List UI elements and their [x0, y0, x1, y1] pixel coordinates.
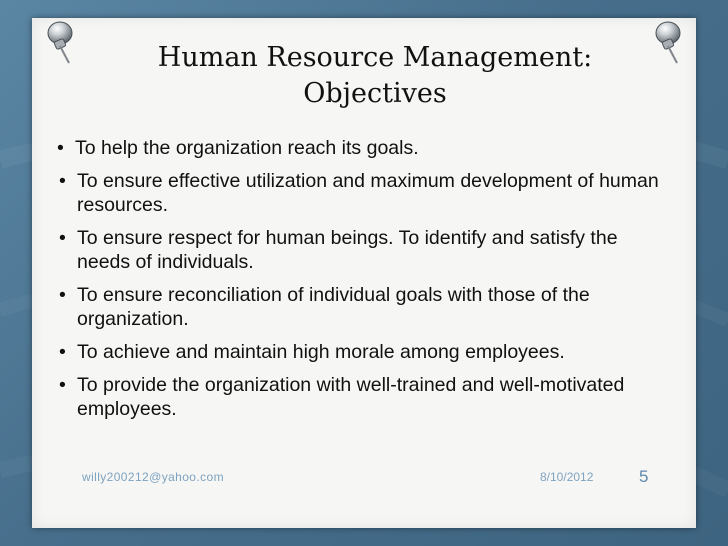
slide-title-line-2: Objectives	[303, 78, 447, 109]
slide-title-line-1: Human Resource Management:	[157, 42, 593, 73]
objective-item	[56, 340, 676, 364]
bullet-icon: •	[59, 341, 66, 363]
bullet-icon: •	[59, 227, 66, 249]
objectives-list	[56, 136, 676, 430]
thumbtack-icon	[42, 20, 78, 66]
bullet-icon: •	[57, 137, 64, 159]
slide-title	[120, 40, 630, 112]
footer-email: willy200212@yahoo.com	[82, 470, 224, 484]
objective-item	[56, 373, 676, 421]
objective-item	[56, 169, 676, 217]
slide-page-number: 5	[639, 467, 649, 486]
thumbtack-icon	[650, 20, 686, 66]
objective-text: To ensure effective utilization and maximum development of human resources.	[77, 170, 659, 216]
objective-text: To ensure reconciliation of individual goals with those of the organization.	[77, 284, 590, 330]
objective-text: To provide the organization with well-trained and well-motivated employees.	[77, 374, 625, 420]
objective-item	[54, 136, 676, 160]
bullet-icon: •	[59, 284, 66, 306]
footer-date: 8/10/2012	[540, 470, 594, 484]
objective-text: To ensure respect for human beings. To identify and satisfy the needs of individuals.	[77, 227, 618, 273]
objective-text: To help the organization reach its goals.	[75, 137, 419, 159]
objective-text: To achieve and maintain high morale among employees.	[77, 341, 565, 363]
objective-item	[56, 226, 676, 274]
objective-item	[56, 283, 676, 331]
bullet-icon: •	[59, 170, 66, 192]
bullet-icon: •	[59, 374, 66, 396]
